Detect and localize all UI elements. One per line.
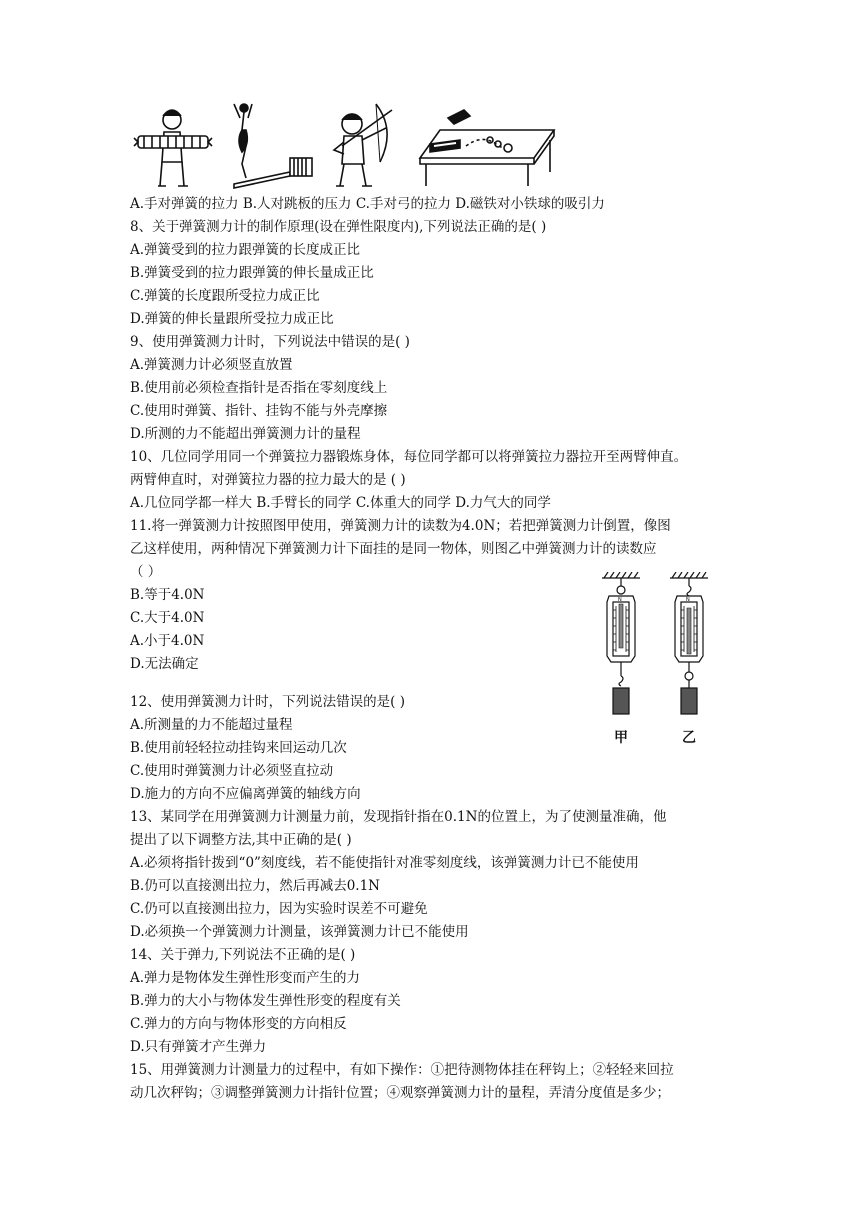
q12-option-b: B.使用前轻轻拉动挂钩来回运动几次 [130, 740, 347, 756]
q11-option-a: A.小于4.0N [130, 633, 205, 649]
q8-option-a: A.弹簧受到的拉力跟弹簧的长度成正比 [130, 242, 361, 258]
q10-stem-line1: 10、几位同学用同一个弹簧拉力器锻炼身体，每位同学都可以将弹簧拉力器拉开至两臂伸直。 [130, 449, 688, 465]
q8-option-c: C.弹簧的长度跟所受拉力成正比 [130, 288, 320, 304]
q12-stem: 12、使用弹簧测力计时，下列说法错误的是( ) [130, 694, 406, 710]
q8-option-b: B.弹簧受到的拉力跟弹簧的伸长量成正比 [130, 265, 374, 281]
q15-stem-line2: 动几次秤钩；③调整弹簧测力计指针位置；④观察弹簧测力计的量程，弄清分度值是多少； [130, 1085, 670, 1101]
person-stretching-spring-image [134, 110, 212, 186]
q14-option-a: A.弹力是物体发生弹性形变而产生的力 [130, 970, 361, 986]
q13-stem-line1: 13、某同学在用弹簧测力计测量力前，发现指针指在0.1N的位置上，为了使测量准确，他 [130, 809, 667, 825]
q9-option-b: B.使用前必须检查指针是否指在零刻度线上 [130, 380, 388, 396]
q9-option-c: C.使用时弹簧、指针、挂钩不能与外壳摩擦 [130, 403, 388, 419]
diver-on-board-image [234, 104, 312, 188]
q12-option-d: D.施力的方向不应偏离弹簧的轴线方向 [130, 786, 361, 802]
force-illustrations [130, 100, 570, 192]
q11-option-b: B.等于4.0N [130, 587, 205, 603]
q11-stem-line2: 乙这样使用，两种情况下弹簧测力计下面挂的是同一物体，则图乙中弹簧测力计的读数应 [130, 541, 657, 557]
q14-option-b: B.弹力的大小与物体发生弹性形变的程度有关 [130, 993, 401, 1009]
ceiling-support-left [602, 572, 640, 578]
scale-unit-label-yi: N [686, 597, 690, 603]
q8-stem: 8、关于弹簧测力计的制作原理(设在弹性限度内),下列说法正确的是( ) [130, 219, 547, 235]
q13-option-a: A.必须将指针拨到“0”刻度线，若不能使指针对准零刻度线，该弹簧测力计已不能使用 [130, 855, 639, 871]
q9-option-a: A.弹簧测力计必须竖直放置 [130, 357, 293, 373]
figure-label-jia: 甲 [614, 730, 628, 746]
q11-stem-line1: 11.将一弹簧测力计按照图甲使用，弹簧测力计的读数为4.0N；若把弹簧测力计倒置，像图 [130, 518, 671, 534]
figure-label-yi: 乙 [682, 730, 696, 746]
q11-option-c: C.大于4.0N [130, 610, 205, 626]
spring-scale-figure [594, 572, 744, 747]
q9-option-d: D.所测的力不能超出弹簧测力计的量程 [130, 426, 361, 442]
q14-option-d: D.只有弹簧才产生弹力 [130, 1039, 267, 1055]
q13-option-d: D.必须换一个弹簧测力计测量，该弹簧测力计已不能使用 [130, 924, 469, 940]
q14-stem: 14、关于弹力,下列说法不正确的是( ) [130, 947, 356, 963]
q13-option-b: B.仍可以直接测出拉力，然后再减去0.1N [130, 878, 380, 894]
magnet-ball-table-image [420, 110, 554, 186]
q9-stem: 9、使用弹簧测力计时，下列说法中错误的是( ) [130, 334, 410, 350]
q13-stem-line2: 提出了以下调整方法,其中正确的是( ) [130, 832, 352, 848]
q10-options: A.几位同学都一样大 B.手臂长的同学 C.体重大的同学 D.力气大的同学 [130, 495, 551, 511]
ceiling-support-right [670, 572, 708, 578]
q13-option-c: C.仍可以直接测出拉力，因为实验时误差不可避免 [130, 901, 428, 917]
scale-unit-label-jia: N [618, 597, 622, 603]
q14-option-c: C.弹力的方向与物体形变的方向相反 [130, 1016, 347, 1032]
q10-stem-line2: 两臂伸直时，对弹簧拉力器的拉力最大的是 ( ) [130, 472, 406, 488]
q12-option-a: A.所测量的力不能超过量程 [130, 717, 293, 733]
q11-option-d: D.无法确定 [130, 656, 199, 672]
q11-blank: （ ） [130, 564, 162, 580]
q7-options: A.手对弹簧的拉力 B.人对跳板的压力 C.手对弓的拉力 D.磁铁对小铁球的吸引力 [130, 196, 605, 212]
q15-stem-line1: 15、用弹簧测力计测量力的过程中，有如下操作：①把待测物体挂在秤钩上；②轻轻来回拉 [130, 1062, 674, 1078]
q8-option-d: D.弹簧的伸长量跟所受拉力成正比 [130, 311, 334, 327]
q12-option-c: C.使用时弹簧测力计必须竖直拉动 [130, 763, 334, 779]
archer-image [334, 104, 392, 186]
